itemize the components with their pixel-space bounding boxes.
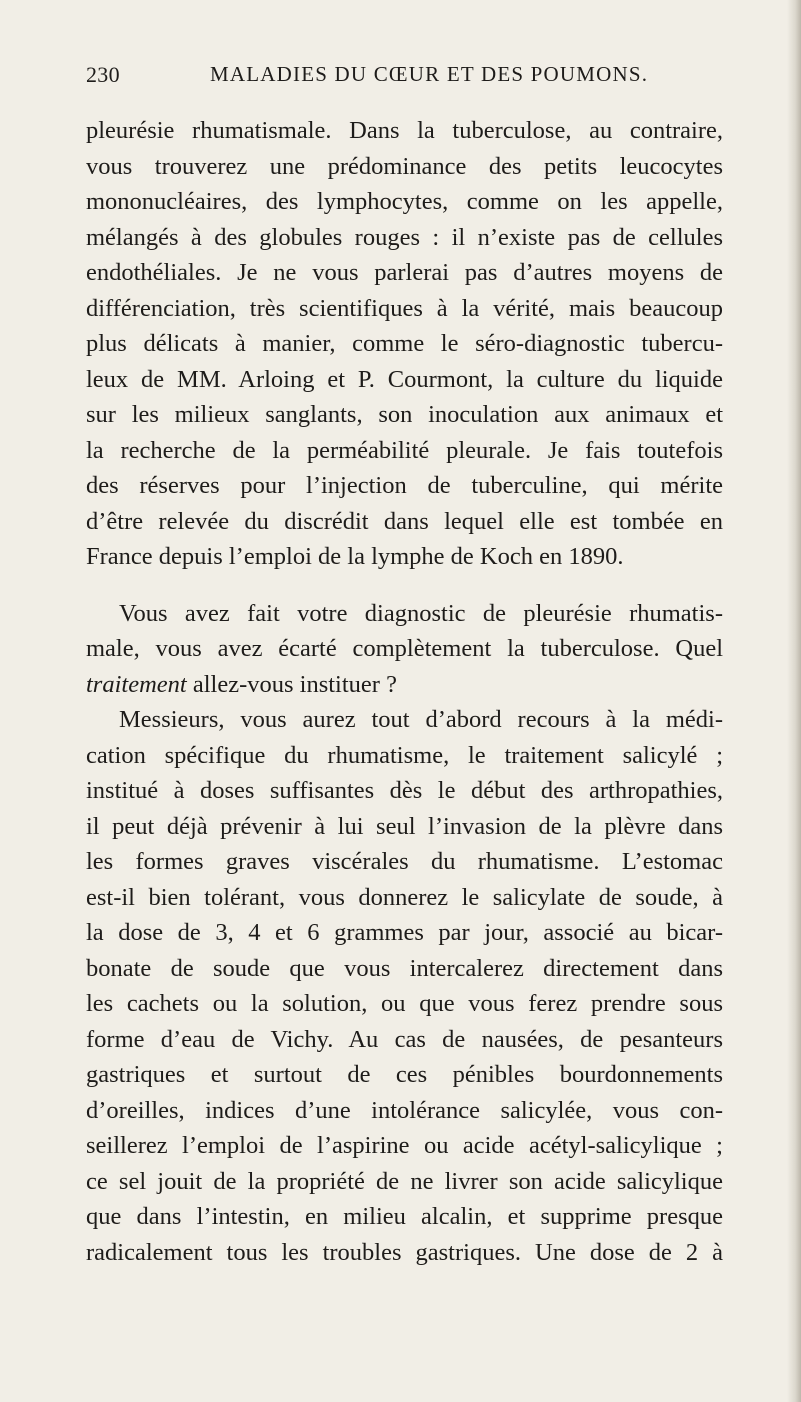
text-line: male, vous avez écarté complètement la tuberculose. Quel: [86, 635, 723, 662]
text-line: institué à doses suffisantes dès le début des arthropathies,: [86, 777, 723, 804]
running-title: MALADIES DU CŒUR ET DES POUMONS.: [210, 62, 649, 86]
text-line: que dans l’intestin, en milieu alcalin, et supprime presque: [86, 1203, 723, 1230]
text-line-with-italic: [86, 667, 723, 703]
text-line: sur les milieux sanglants, son inoculation aux animaux et: [86, 401, 723, 428]
italic-term: traitement: [86, 670, 187, 698]
text-fragment: allez-vous instituer ?: [186, 670, 397, 698]
page-number: 230: [86, 62, 120, 87]
text-line: Vous avez fait votre diagnostic de pleurésie rhumatis-: [119, 599, 723, 627]
text-line: ce sel jouit de la propriété de ne livrer son acide salicylique: [86, 1167, 723, 1195]
text-line: il peut déjà prévenir à lui seul l’invasion de la plèvre dans: [86, 812, 723, 840]
text-line: forme d’eau de Vichy. Au cas de nausées, de pesanteurs: [86, 1025, 723, 1053]
text-line: pleurésie rhumatismale. Dans la tuberculose, au contraire,: [86, 117, 723, 144]
text-line: France depuis l’emploi de la lymphe de Koch en 1890.: [86, 543, 624, 570]
text-line: gastriques et surtout de ces pénibles bourdonnements: [86, 1061, 723, 1088]
text-line: d’être relevée du discrédit dans lequel elle est tombée en: [86, 507, 723, 535]
text-line: les formes graves viscérales du rhumatisme. L’estomac: [86, 848, 723, 875]
text-line: leux de MM. Arloing et P. Courmont, la culture du liquide: [86, 365, 723, 393]
text-line: radicalement tous les troubles gastriques. Une dose de 2 à: [86, 1238, 723, 1266]
paragraph-gap: [86, 575, 723, 596]
text-line: la recherche de la perméabilité pleurale. Je fais toutefois: [86, 436, 723, 464]
text-line: mélangés à des globules rouges : il n’existe pas de cellules: [86, 223, 723, 251]
text-line: endothéliales. Je ne vous parlerai pas d’autres moyens de: [86, 259, 723, 286]
running-header: [86, 62, 722, 96]
text-line: mononucléaires, des lymphocytes, comme on les appelle,: [86, 188, 723, 215]
text-line: des réserves pour l’injection de tuberculine, qui mérite: [86, 472, 723, 499]
text-line: Messieurs, vous aurez tout d’abord recours à la médi-: [119, 706, 723, 733]
text-line: différenciation, très scientifiques à la vérité, mais beaucoup: [86, 294, 723, 322]
text-line: la dose de 3, 4 et 6 grammes par jour, associé au bicar-: [86, 919, 723, 946]
text-line: bonate de soude que vous intercalerez directement dans: [86, 954, 723, 982]
text-line: est-il bien tolérant, vous donnerez le salicylate de soude, à: [86, 883, 723, 911]
text-line: d’oreilles, indices d’une intolérance salicylée, vous con-: [86, 1096, 723, 1124]
text-line: seillerez l’emploi de l’aspirine ou acide acétyl-salicylique ;: [86, 1132, 723, 1159]
page-edge-shadow: [787, 0, 801, 1402]
text-line: cation spécifique du rhumatisme, le traitement salicylé ;: [86, 741, 723, 769]
text-line: plus délicats à manier, comme le séro-diagnostic tubercu-: [86, 330, 723, 357]
text-line: vous trouverez une prédominance des petits leucocytes: [86, 152, 723, 180]
body-text: [86, 113, 723, 1270]
text-line: les cachets ou la solution, ou que vous ferez prendre sous: [86, 990, 723, 1017]
